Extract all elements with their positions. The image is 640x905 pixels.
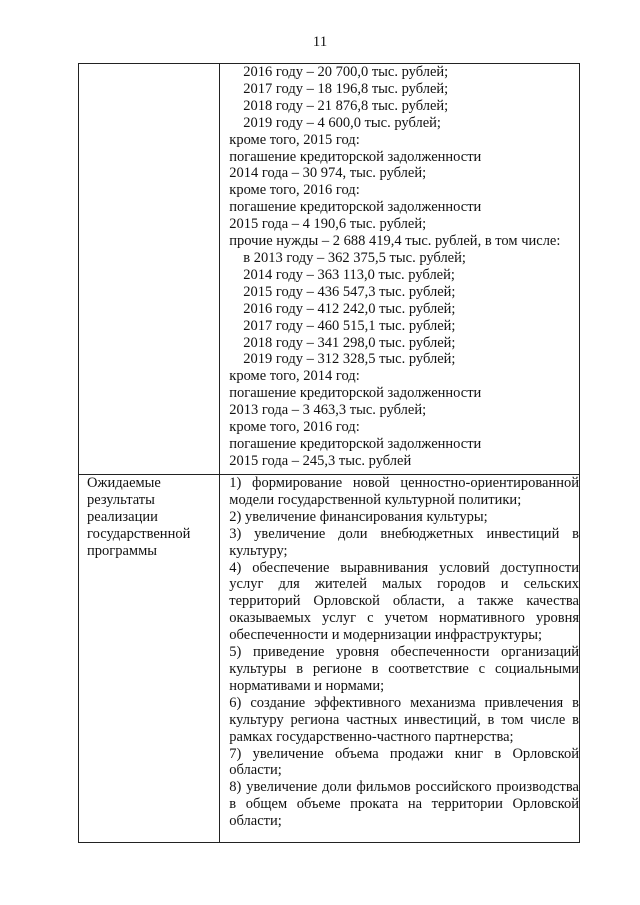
result-item: 5) приведение уровня обеспеченности организаций культуры в регионе в соответствие с социальными нормативами и нормами; [229,644,579,694]
page-number: 11 [312,34,328,50]
funding-line: 2014 году – 363 113,0 тыс. рублей; [243,266,455,283]
results-heading: Ожидаемые результаты реализации государственной программы [87,475,191,559]
funding-line: 2018 году – 21 876,8 тыс. рублей; [243,97,449,114]
funding-line: кроме того, 2016 год: [229,419,360,436]
funding-line: 2017 году – 18 196,8 тыс. рублей; [243,80,449,97]
funding-line: кроме того, 2016 год: [229,182,360,199]
funding-line: 2016 году – 20 700,0 тыс. рублей; [243,64,449,80]
result-item: 8) увеличение доли фильмов российского производства в общем объеме проката на территории Орловской области; [229,779,579,830]
program-passport-table [78,63,580,843]
funding-line: 2015 года – 245,3 тыс. рублей [229,452,412,469]
funding-line: 2017 году – 460 515,1 тыс. рублей; [243,317,456,334]
funding-line: в 2013 году – 362 375,5 тыс. рублей; [243,249,466,266]
funding-line: 2016 году – 412 242,0 тыс. рублей; [243,300,456,317]
funding-line: 2019 году – 4 600,0 тыс. рублей; [243,114,441,131]
result-item: 2) увеличение финансирования культуры; [229,508,488,525]
funding-line: 2019 году – 312 328,5 тыс. рублей; [243,351,456,368]
result-item: 6) создание эффективного механизма привлечения в культуру региона частных инвестиций, в том числе в рамках государственно-частного партнерства; [229,694,579,745]
funding-line: прочие нужды – 2 688 419,4 тыс. рублей, в том числе: [229,233,561,250]
funding-label-cell [79,64,220,475]
funding-line: 2013 года – 3 463,3 тыс. рублей; [229,402,427,419]
funding-line: кроме того, 2015 год: [229,131,360,148]
results-row [79,475,580,843]
funding-line: 2015 года – 4 190,6 тыс. рублей; [229,216,427,233]
result-item: 3) увеличение доли внебюджетных инвестиций в культуру; [229,525,579,559]
funding-line: 2014 года – 30 974, тыс. рублей; [229,165,427,182]
results-details-cell [220,475,580,843]
result-item: 7) увеличение объема продажи книг в Орловской области; [229,745,579,779]
result-item: 4) обеспечение выравнивания условий доступности услуг для жителей малых городов и сельских территорий Орловской области, а также качества оказываемых услуг с учетом нормативного уровня обеспеченности и модернизации инфраструктуры; [229,559,579,644]
funding-line: погашение кредиторской задолженности [229,148,482,165]
funding-line: 2018 году – 341 298,0 тыс. рублей; [243,334,456,351]
results-label-cell [79,475,220,843]
results-list [220,475,579,830]
funding-row [79,64,580,475]
funding-details [220,64,579,470]
funding-details-cell [220,64,580,475]
funding-line: погашение кредиторской задолженности [229,435,482,452]
funding-line: кроме того, 2014 год: [229,368,360,385]
result-item: 1) формирование новой ценностно-ориентированной модели государственной культурной политики; [229,475,579,508]
funding-line: 2015 году – 436 547,3 тыс. рублей; [243,283,456,300]
funding-line: погашение кредиторской задолженности [229,199,482,216]
funding-line: погашение кредиторской задолженности [229,385,482,402]
